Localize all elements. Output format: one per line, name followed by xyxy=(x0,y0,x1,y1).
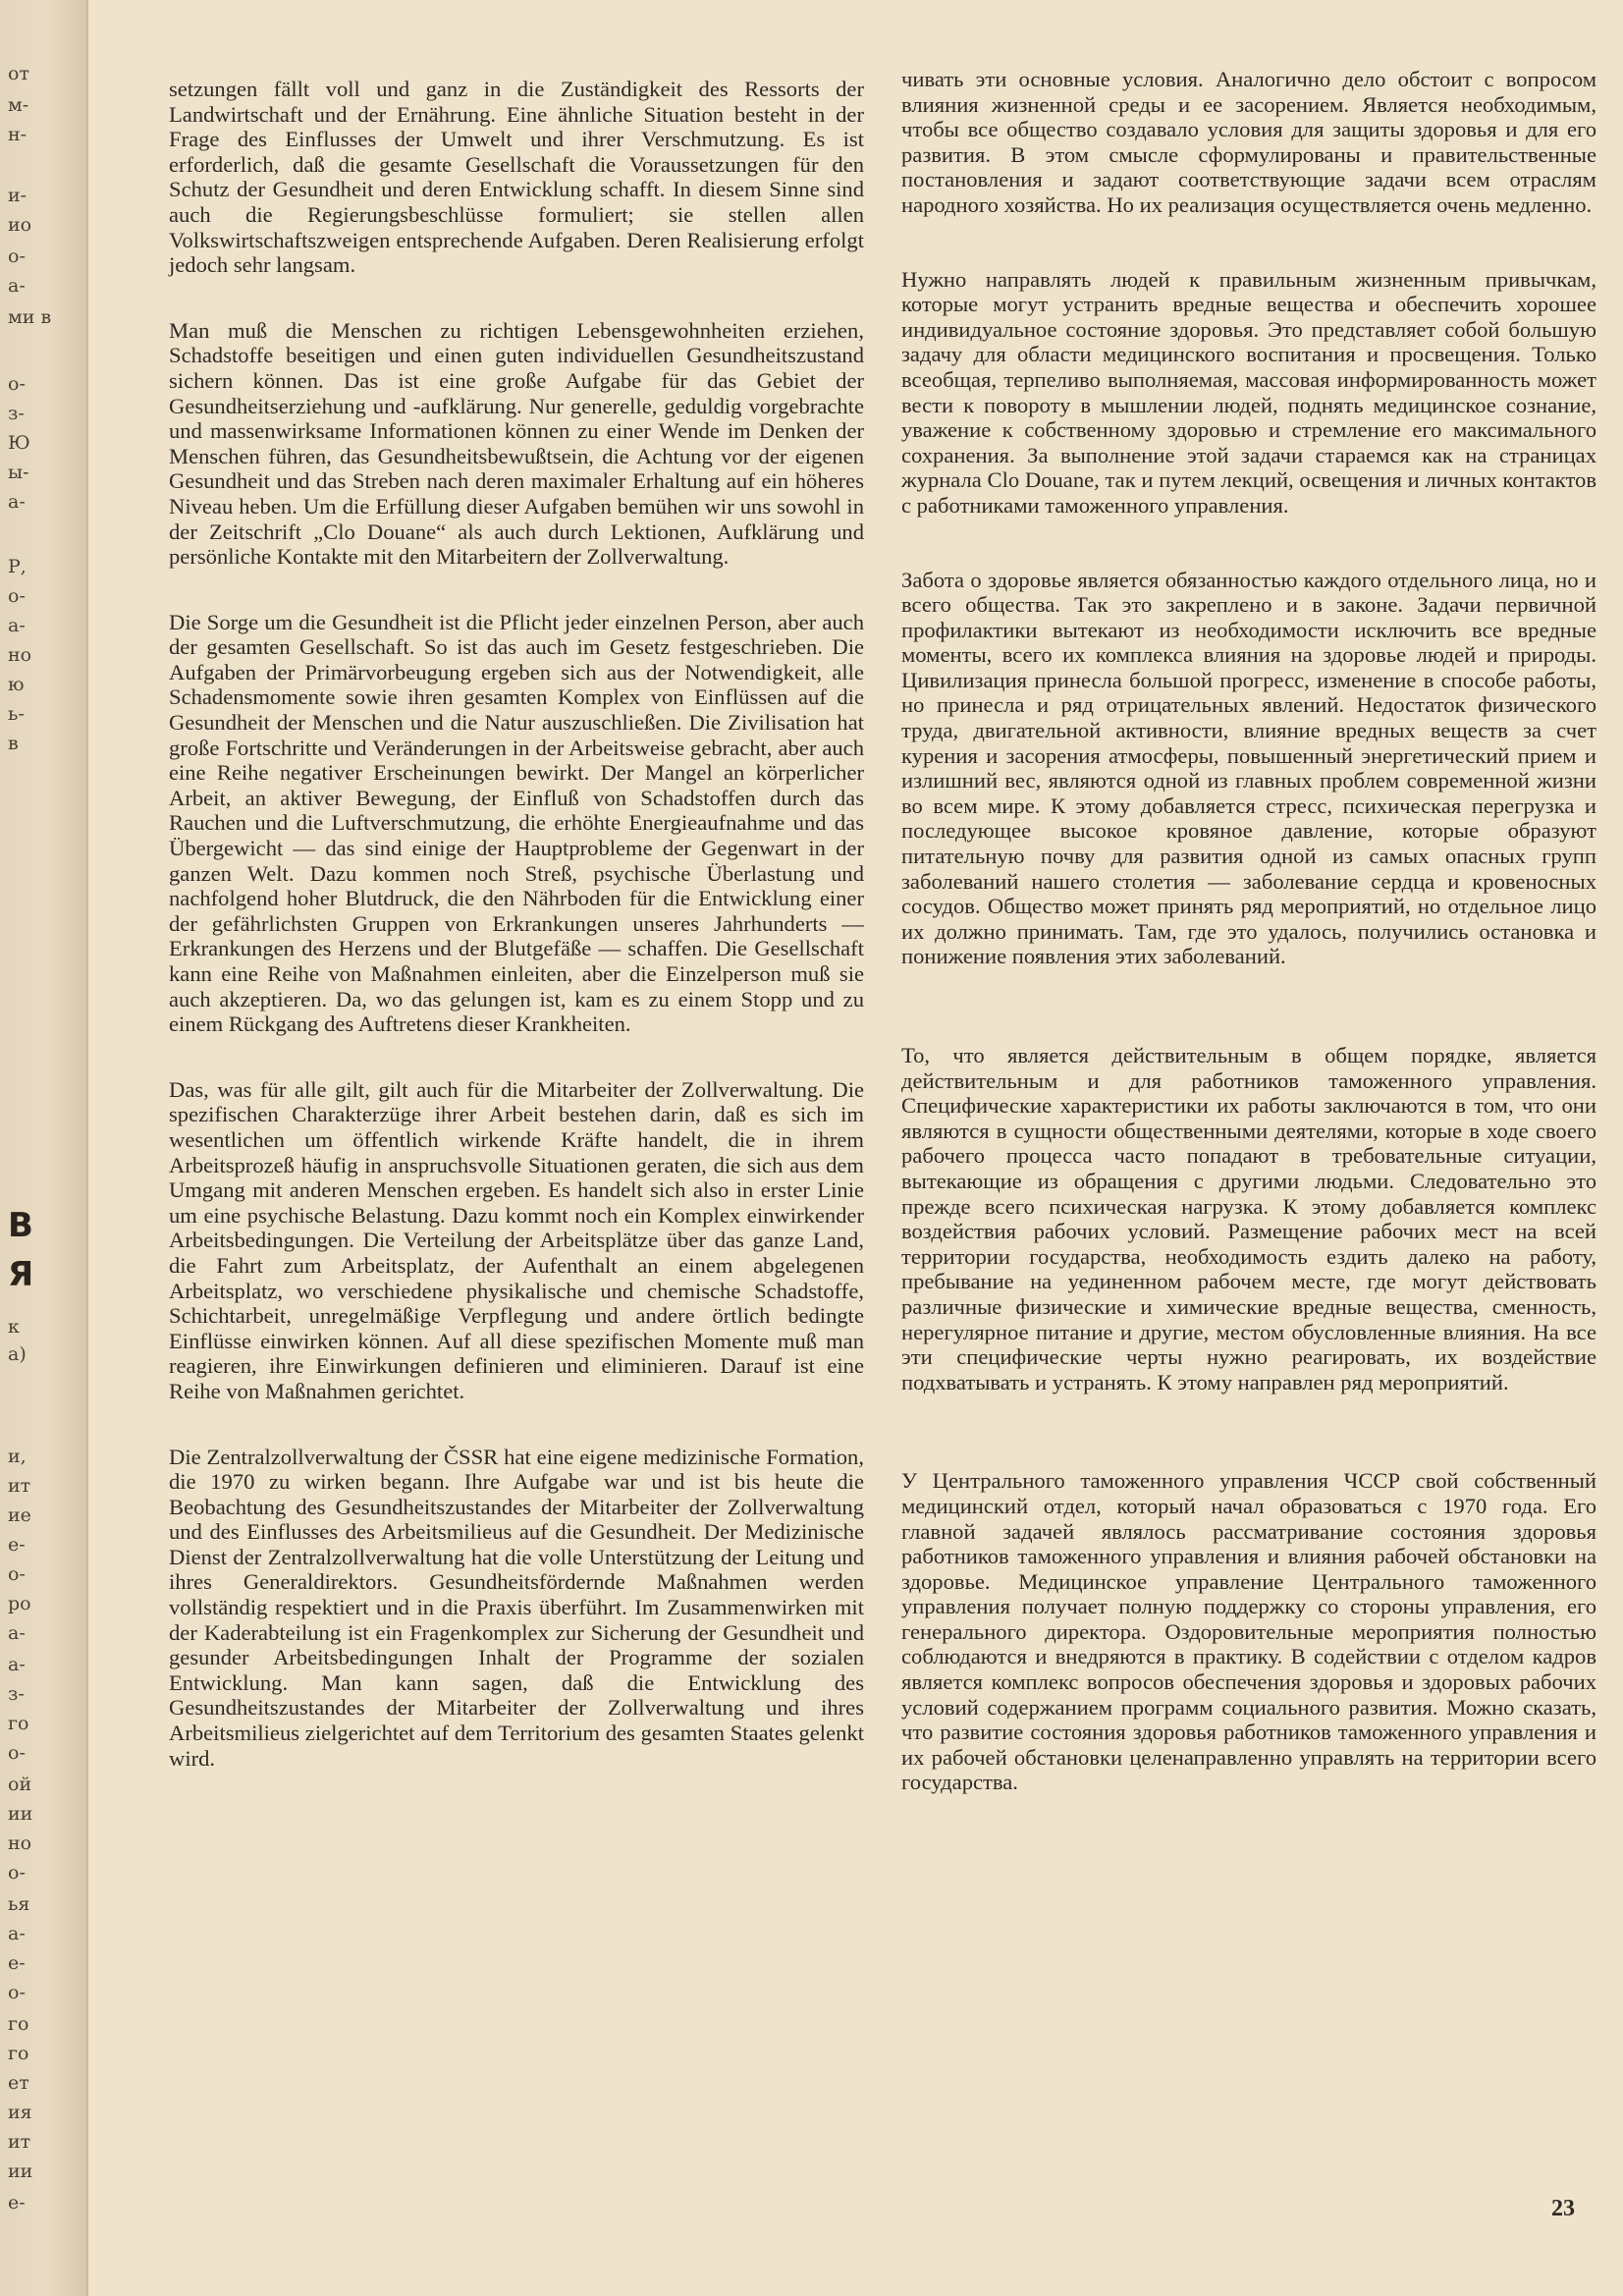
margin-fragment: ья xyxy=(8,1893,30,1915)
margin-fragment: а- xyxy=(8,1654,26,1675)
margin-fragment: ми в xyxy=(8,306,52,328)
margin-fragment: ь- xyxy=(8,703,25,725)
margin-fragment: го xyxy=(8,2043,29,2064)
margin-fragment: е- xyxy=(8,2192,26,2214)
russian-paragraph-5: У Центрального таможенного управления ЧССР свой собственный медицинский отдел, который начал образоваться с 1970 года. Его главной задачей являлось рассматривание состояния здоровья работников таможенного управления и влияния рабочей обстановки на здоровье. Медицинское управление Центрального таможенного управления получает полную поддержку со стороны управления, его генерального директора. Оздоровительные мероприятия полностью соблюдаются и внедряются в практику. В содействии с отделом кадров является комплекс вопросов обеспечения здоровья и здоровых рабочих условий содержанием программ социального развития. Можно сказать, что развитие состояния здоровья работников таможенного управления и их рабочей обстановки целенаправленно управлять на территории всего государства. xyxy=(901,1468,1596,1795)
margin-fragment: ы- xyxy=(8,462,29,483)
margin-fragment: Ю xyxy=(8,432,30,454)
russian-paragraph-3: Забота о здоровье является обязанностью каждого отдельного лица, но и всего общества. Так это закреплено и в законе. Задачи первичной профилактики вытекают из необходимости исключить все вредные моменты, всего их комплекса влияния на здоровье людей и природы. Цивилизация принесла большой прогресс, изменение в способе работы, но принесла и ряд отрицательных явлений. Недостаток физического труда, двигательной активности, влияние вредных веществ за счет курения и засорения атмосферы, повышенный энергетический прием и излишний вес, являются одной из главных проблем современной жизни во всем мире. К этому добавляется стресс, психическая перегрузка и последующее высокое кровяное давление, которые образуют питательную почву для развития одной из самых опасных групп заболеваний нашего столетия — заболевание сердца и кровеносных сосудов. Общество может принять ряд мероприятий, но отдельное лицо их должно принимать. Там, где это удалось, получились остановка и понижение появления этих заболеваний. xyxy=(901,567,1596,969)
margin-fragment: е- xyxy=(8,1952,26,1974)
margin-fragment: ро xyxy=(8,1593,31,1614)
margin-fragment: о- xyxy=(8,585,26,607)
german-paragraph-4: Das, was für alle gilt, gilt auch für die Mitarbeiter der Zollverwaltung. Die spezifischen Charakterzüge ihrer Arbeit bestehen darin, daß es sich im wesentlichen um öffentlich wirkende Kräfte handelt, die in ihrem Arbeitsprozeß häufig in anspruchsvolle Situationen geraten, die sich aus dem Umgang mit anderen Menschen ergeben. Es handelt sich also in erster Linie um eine psychische Belastung. Dazu kommt noch ein Komplex einwirkender Arbeitsbedingungen. Die Verteilung der Arbeitsplätze über das ganze Land, die Fahrt zum Arbeitsplatz, der Aufenthalt an einem abgelegenen Arbeitsplatz, wo verschiedene physikalische und chemische Schadstoffe, Schichtarbeit, unregelmäßige Verpflegung und andere örtlich bedingte Einflüsse einwirken können. Auf all diese spezifischen Momente muß man reagieren, ihre Einwirkungen definieren und eliminieren. Darauf ist eine Reihe von Maßnahmen gerichtet. xyxy=(169,1076,864,1403)
margin-fragment: о- xyxy=(8,1742,26,1764)
german-paragraph-5: Die Zentralzollverwaltung der ČSSR hat eine eigene medizinische Formation, die 1970 zu wirken begann. Ihre Aufgabe war und ist bis heute die Beobachtung des Gesundheitszustandes der Mitarbeiter der Zollverwaltung und des Einflusses des Arbeitsmilieus auf die Gesundheit. Der Medizinische Dienst der Zentralzollverwaltung hat die volle Unterstützung der Leitung und ihres Generaldirektors. Gesundheitsfördernde Maßnahmen werden vollständig respektiert und in die Praxis überführt. Im Zusammenwirken mit der Kaderabteilung ist ein Fragenkomplex zur Sicherung der Gesundheit und gesunder Arbeitsbedingungen Inhalt der Programme der sozialen Entwicklung. Man kann sagen, daß die Entwicklung des Gesundheitszustandes der Mitarbeiter der Zollverwaltung und ihres Arbeitsmilieus zielgerichtet auf dem Territorium des gesamten Staates gelenkt wird. xyxy=(169,1444,864,1771)
margin-fragment: ю xyxy=(8,674,25,695)
margin-fragment: но xyxy=(8,644,32,666)
german-paragraph-1: setzungen fällt voll und ganz in die Zuständigkeit des Ressorts der Landwirtschaft und der Ernährung. Eine ähnliche Situation besteht in der Frage des Einflusses der Umwelt und ihrer Verschmutzung. Es ist erforderlich, daß die gesamte Gesellschaft die Voraussetzungen für den Schutz der Gesundheit und deren Entwicklung schafft. In diesem Sinne sind auch die Regierungsbeschlüsse formuliert; sie stellen allen Volkswirtschaftszweigen entsprechende Aufgaben. Deren Realisierung erfolgt jedoch sehr langsam. xyxy=(169,77,864,278)
margin-fragment: а) xyxy=(8,1343,27,1365)
margin-fragment: з- xyxy=(8,1683,25,1705)
russian-paragraph-4: То, что является действительным в общем порядке, является действительным и для работников таможенного управления. Специфические характеристики их работы заключаются в том, что они являются в сущности общественными деятелями, которые в ходе своего рабочего процесса часто попадают в требовательные ситуации, вытекающие из обращения с другими людьми. Следовательно это прежде всего психическая нагрузка. К этому добавляется комплекс воздействия рабочих условий. Размещение рабочих мест на всей территории государства, необходимость ездить далеко на работу, пребывание на уединенном рабочем месте, где могут действовать различные физические и химические вредные вещества, сменность, нерегулярное питание и другие, местом обусловленные влияния. На все эти специфические черты нужно реагировать, их воздействие подхватывать и устранять. К этому направлен ряд мероприятий. xyxy=(901,1043,1596,1394)
margin-fragment: н- xyxy=(8,124,27,145)
margin-fragment: и- xyxy=(8,185,27,206)
margin-fragment: м- xyxy=(8,94,29,116)
russian-paragraph-2: Нужно направлять людей к правильным жизненным привычкам, которые могут устранить вредные вещества и обеспечить хорошее индивидуальное состояние здоровья. Это представляет собой большую задачу для области медицинского воспитания и просвещения. Только всеобщая, терпеливо выполняемая, массовая информированность может вести к повороту в мышлении людей, поднять медицинское сознание, уважение к собственному здоровью и стремление его максимального сохранения. За выполнение этой задачи стараемся как на страницах журнала Clo Douane, так и путем лекций, освещения и личных контактов с работниками таможенного управления. xyxy=(901,266,1596,518)
russian-column xyxy=(901,67,1596,1795)
margin-fragment: в xyxy=(8,733,19,754)
margin-fragment: Я xyxy=(8,1255,34,1294)
russian-paragraph-1: чивать эти основные условия. Аналогично дело обстоит с вопросом влияния жизненной среды и ее засорением. Является необходимым, чтобы все общество создавало условия для защиты здоровья и для его развития. В этом смысле сформулированы и правительственные постановления и задают соответствующие задачи всем отраслям народного хозяйства. Но их реализация осуществляется очень медленно. xyxy=(901,67,1596,217)
margin-fragment: а- xyxy=(8,615,26,636)
margin-fragment: о- xyxy=(8,373,26,395)
margin-fragment: ие xyxy=(8,1504,31,1526)
margin-fragment: ии xyxy=(8,1803,33,1825)
margin-fragment: ит xyxy=(8,1475,31,1497)
margin-fragment: ой xyxy=(8,1774,32,1795)
margin-fragment: а- xyxy=(8,1923,26,1944)
margin-fragment: а- xyxy=(8,1622,26,1644)
margin-fragment: Р, xyxy=(8,556,27,577)
margin-fragment: з- xyxy=(8,403,25,424)
margin-fragment: но xyxy=(8,1832,32,1854)
margin-fragment: ии xyxy=(8,2160,33,2182)
margin-fragment: В xyxy=(8,1206,33,1245)
margin-fragment: о- xyxy=(8,1862,26,1884)
margin-fragment: а- xyxy=(8,275,26,297)
margin-fragment: ит xyxy=(8,2131,31,2153)
margin-fragment: ио xyxy=(8,214,32,236)
facing-page-margin xyxy=(0,0,88,2296)
margin-fragment: а- xyxy=(8,491,26,513)
margin-fragment: го xyxy=(8,1713,29,1734)
german-paragraph-3: Die Sorge um die Gesundheit ist die Pflicht jeder einzelnen Person, aber auch der gesamten Gesellschaft. So ist das auch im Gesetz festgeschrieben. Die Aufgaben der Primärvorbeugung ergeben sich aus der Notwendigkeit, alle Schadensmomente sowie ihren gesamten Komplex von Einflüssen auf die Gesundheit der Menschen und die Natur auszuschließen. Die Zivilisation hat große Fortschritte und Veränderungen in der Arbeitsweise gebracht, aber auch eine Reihe negativer Erscheinungen bewirkt. Der Mangel an körperlicher Arbeit, an aktiver Bewegung, der Einfluß von Schadstoffen durch das Rauchen und die Luftverschmutzung, die erhöhte Energieaufnahme und das Übergewicht — das sind einige der Hauptprobleme der Gegenwart in der ganzen Welt. Dazu kommen noch Streß, psychische Überlastung und nachfolgend hoher Blutdruck, die den Nährboden für die Entwicklung einer der gefährlichsten Gruppen von Erkrankungen unseres Jahrhunderts — Erkrankungen des Herzens und der Blutgefäße — schaffen. Die Gesellschaft kann eine Reihe von Maßnahmen einleiten, aber die Einzelperson muß sie auch akzeptieren. Da, wo das gelungen ist, kam es zu einem Stopp und zu einem Rückgang des Auftretens dieser Krankheiten. xyxy=(169,609,864,1037)
margin-fragment: о- xyxy=(8,1563,26,1585)
margin-fragment: о- xyxy=(8,246,26,267)
margin-fragment: го xyxy=(8,2013,29,2035)
margin-fragment: е- xyxy=(8,1534,26,1556)
margin-fragment: и, xyxy=(8,1446,27,1467)
margin-fragment: от xyxy=(8,63,29,84)
margin-fragment: ет xyxy=(8,2072,29,2094)
german-paragraph-2: Man muß die Menschen zu richtigen Lebensgewohnheiten erziehen, Schadstoffe beseitigen und einen guten individuellen Gesundheitszustand sichern können. Das ist eine große Aufgabe für das Gebiet der Gesundheitserziehung und -aufklärung. Nur generelle, geduldig vorgebrachte und massenwirksame Informationen können zu einer Wende im Denken der Menschen führen, das Gesundheitsbewußtsein, die Achtung vor der eigenen Gesundheit und das Streben nach deren maximaler Erhaltung auf ein höheres Niveau heben. Um die Erfüllung dieser Aufgaben bemühen wir uns sowohl in der Zeitschrift „Clo Douane“ als auch durch Lektionen, Aufklärung und persönliche Kontakte mit den Mitarbeitern der Zollverwaltung. xyxy=(169,317,864,570)
margin-fragment: ия xyxy=(8,2102,32,2123)
page-number: 23 xyxy=(1551,2196,1575,2221)
margin-fragment: к xyxy=(8,1316,20,1338)
margin-fragment: о- xyxy=(8,1982,26,2003)
german-column xyxy=(169,77,864,1771)
